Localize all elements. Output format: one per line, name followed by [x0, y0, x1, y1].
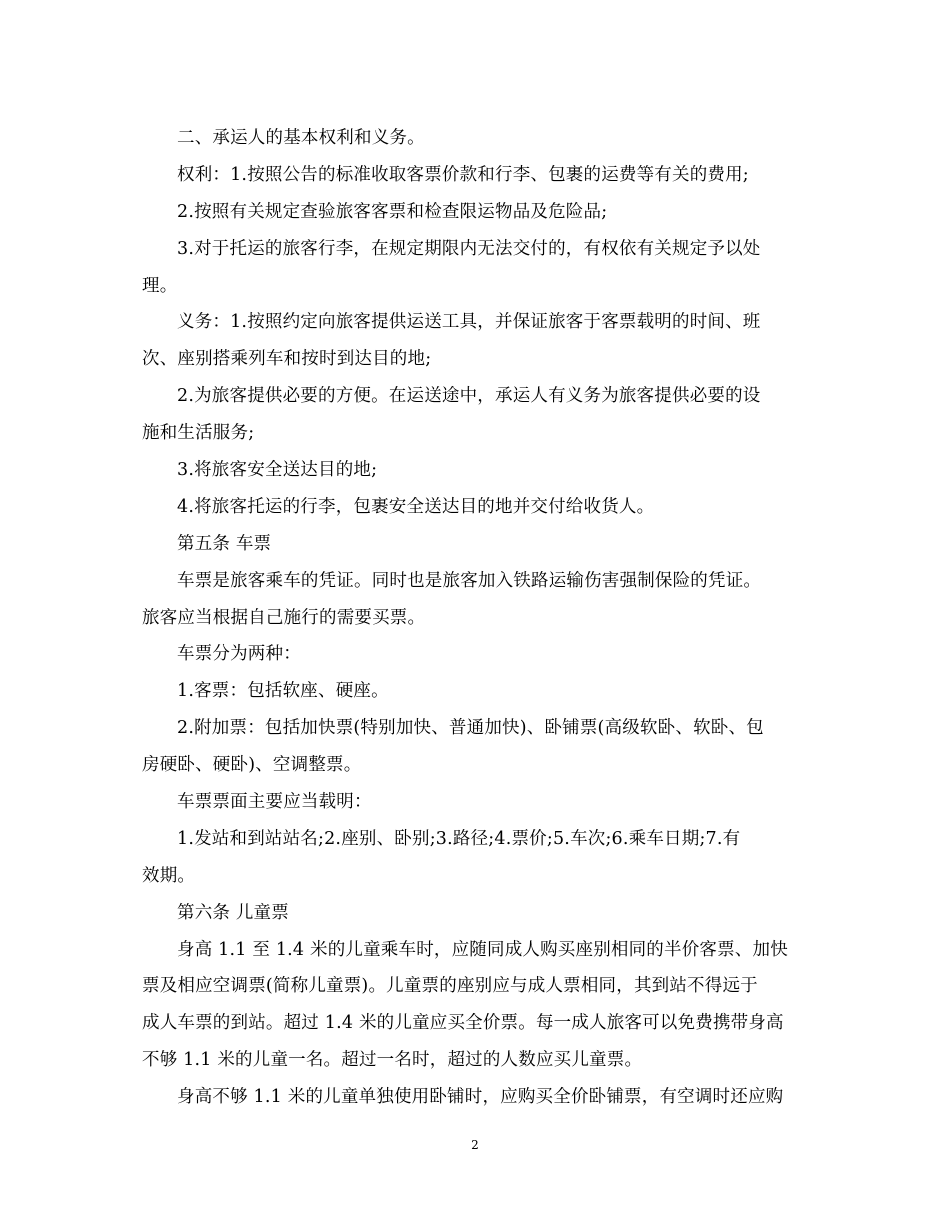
text-line: 1.客票：包括软座、硬座。: [177, 681, 389, 702]
text-line: 2.为旅客提供必要的方便。在运送途中，承运人有义务为旅客提供必要的设: [177, 386, 761, 407]
text-line: 1.发站和到站站名;2.座别、卧别;3.路径;4.票价;5.车次;6.乘车日期;7.有: [177, 828, 741, 849]
text-line: 房硬卧、硬卧)、空调整票。: [142, 755, 362, 776]
text-line: 旅客应当根据自己施行的需要买票。: [142, 607, 426, 628]
text-line: 施和生活服务;: [142, 423, 255, 444]
text-line: 票及相应空调票(简称儿童票)。儿童票的座别应与成人票相同，其到站不得远于: [142, 976, 758, 997]
text-line: 成人车票的到站。超过 1.4 米的儿童应买全价票。每一成人旅客可以免费携带身高: [142, 1013, 784, 1034]
text-line: 次、座别搭乘列车和按时到达目的地;: [142, 349, 432, 370]
text-line: 身高不够 1.1 米的儿童单独使用卧铺时，应购买全价卧铺票，有空调时还应购: [177, 1087, 784, 1108]
text-line: 第五条 车票: [177, 533, 272, 554]
text-line: 车票分为两种：: [177, 644, 301, 665]
page-number: 2: [471, 1138, 479, 1152]
text-line: 2.按照有关规定查验旅客客票和检查限运物品及危险品;: [177, 201, 608, 222]
text-line: 3.将旅客安全送达目的地;: [177, 460, 378, 481]
text-line: 不够 1.1 米的儿童一名。超过一名时，超过的人数应买儿童票。: [142, 1050, 643, 1071]
text-line: 第六条 儿童票: [177, 902, 289, 923]
text-line: 权利：1.按照公告的标准收取客票价款和行李、包裹的运费等有关的费用;: [177, 164, 749, 185]
text-line: 2.附加票：包括加快票(特别加快、普通加快)、卧铺票(高级软卧、软卧、包: [177, 718, 764, 739]
text-line: 效期。: [142, 865, 196, 886]
text-line: 身高 1.1 至 1.4 米的儿童乘车时，应随同成人购买座别相同的半价客票、加快: [177, 939, 788, 960]
text-line: 二、承运人的基本权利和义务。: [177, 128, 425, 148]
text-line: 车票票面主要应当载明：: [177, 792, 372, 813]
text-line: 理。: [142, 275, 178, 296]
text-line: 3.对于托运的旅客行李，在规定期限内无法交付的，有权依有关规定予以处: [177, 238, 761, 259]
document-body: [142, 128, 817, 1124]
text-line: 车票是旅客乘车的凭证。同时也是旅客加入铁路运输伤害强制保险的凭证。: [177, 570, 762, 591]
text-line: 义务：1.按照约定向旅客提供运送工具，并保证旅客于客票载明的时间、班: [177, 312, 761, 333]
text-line: 4.将旅客托运的行李，包裹安全送达目的地并交付给收货人。: [177, 496, 655, 517]
